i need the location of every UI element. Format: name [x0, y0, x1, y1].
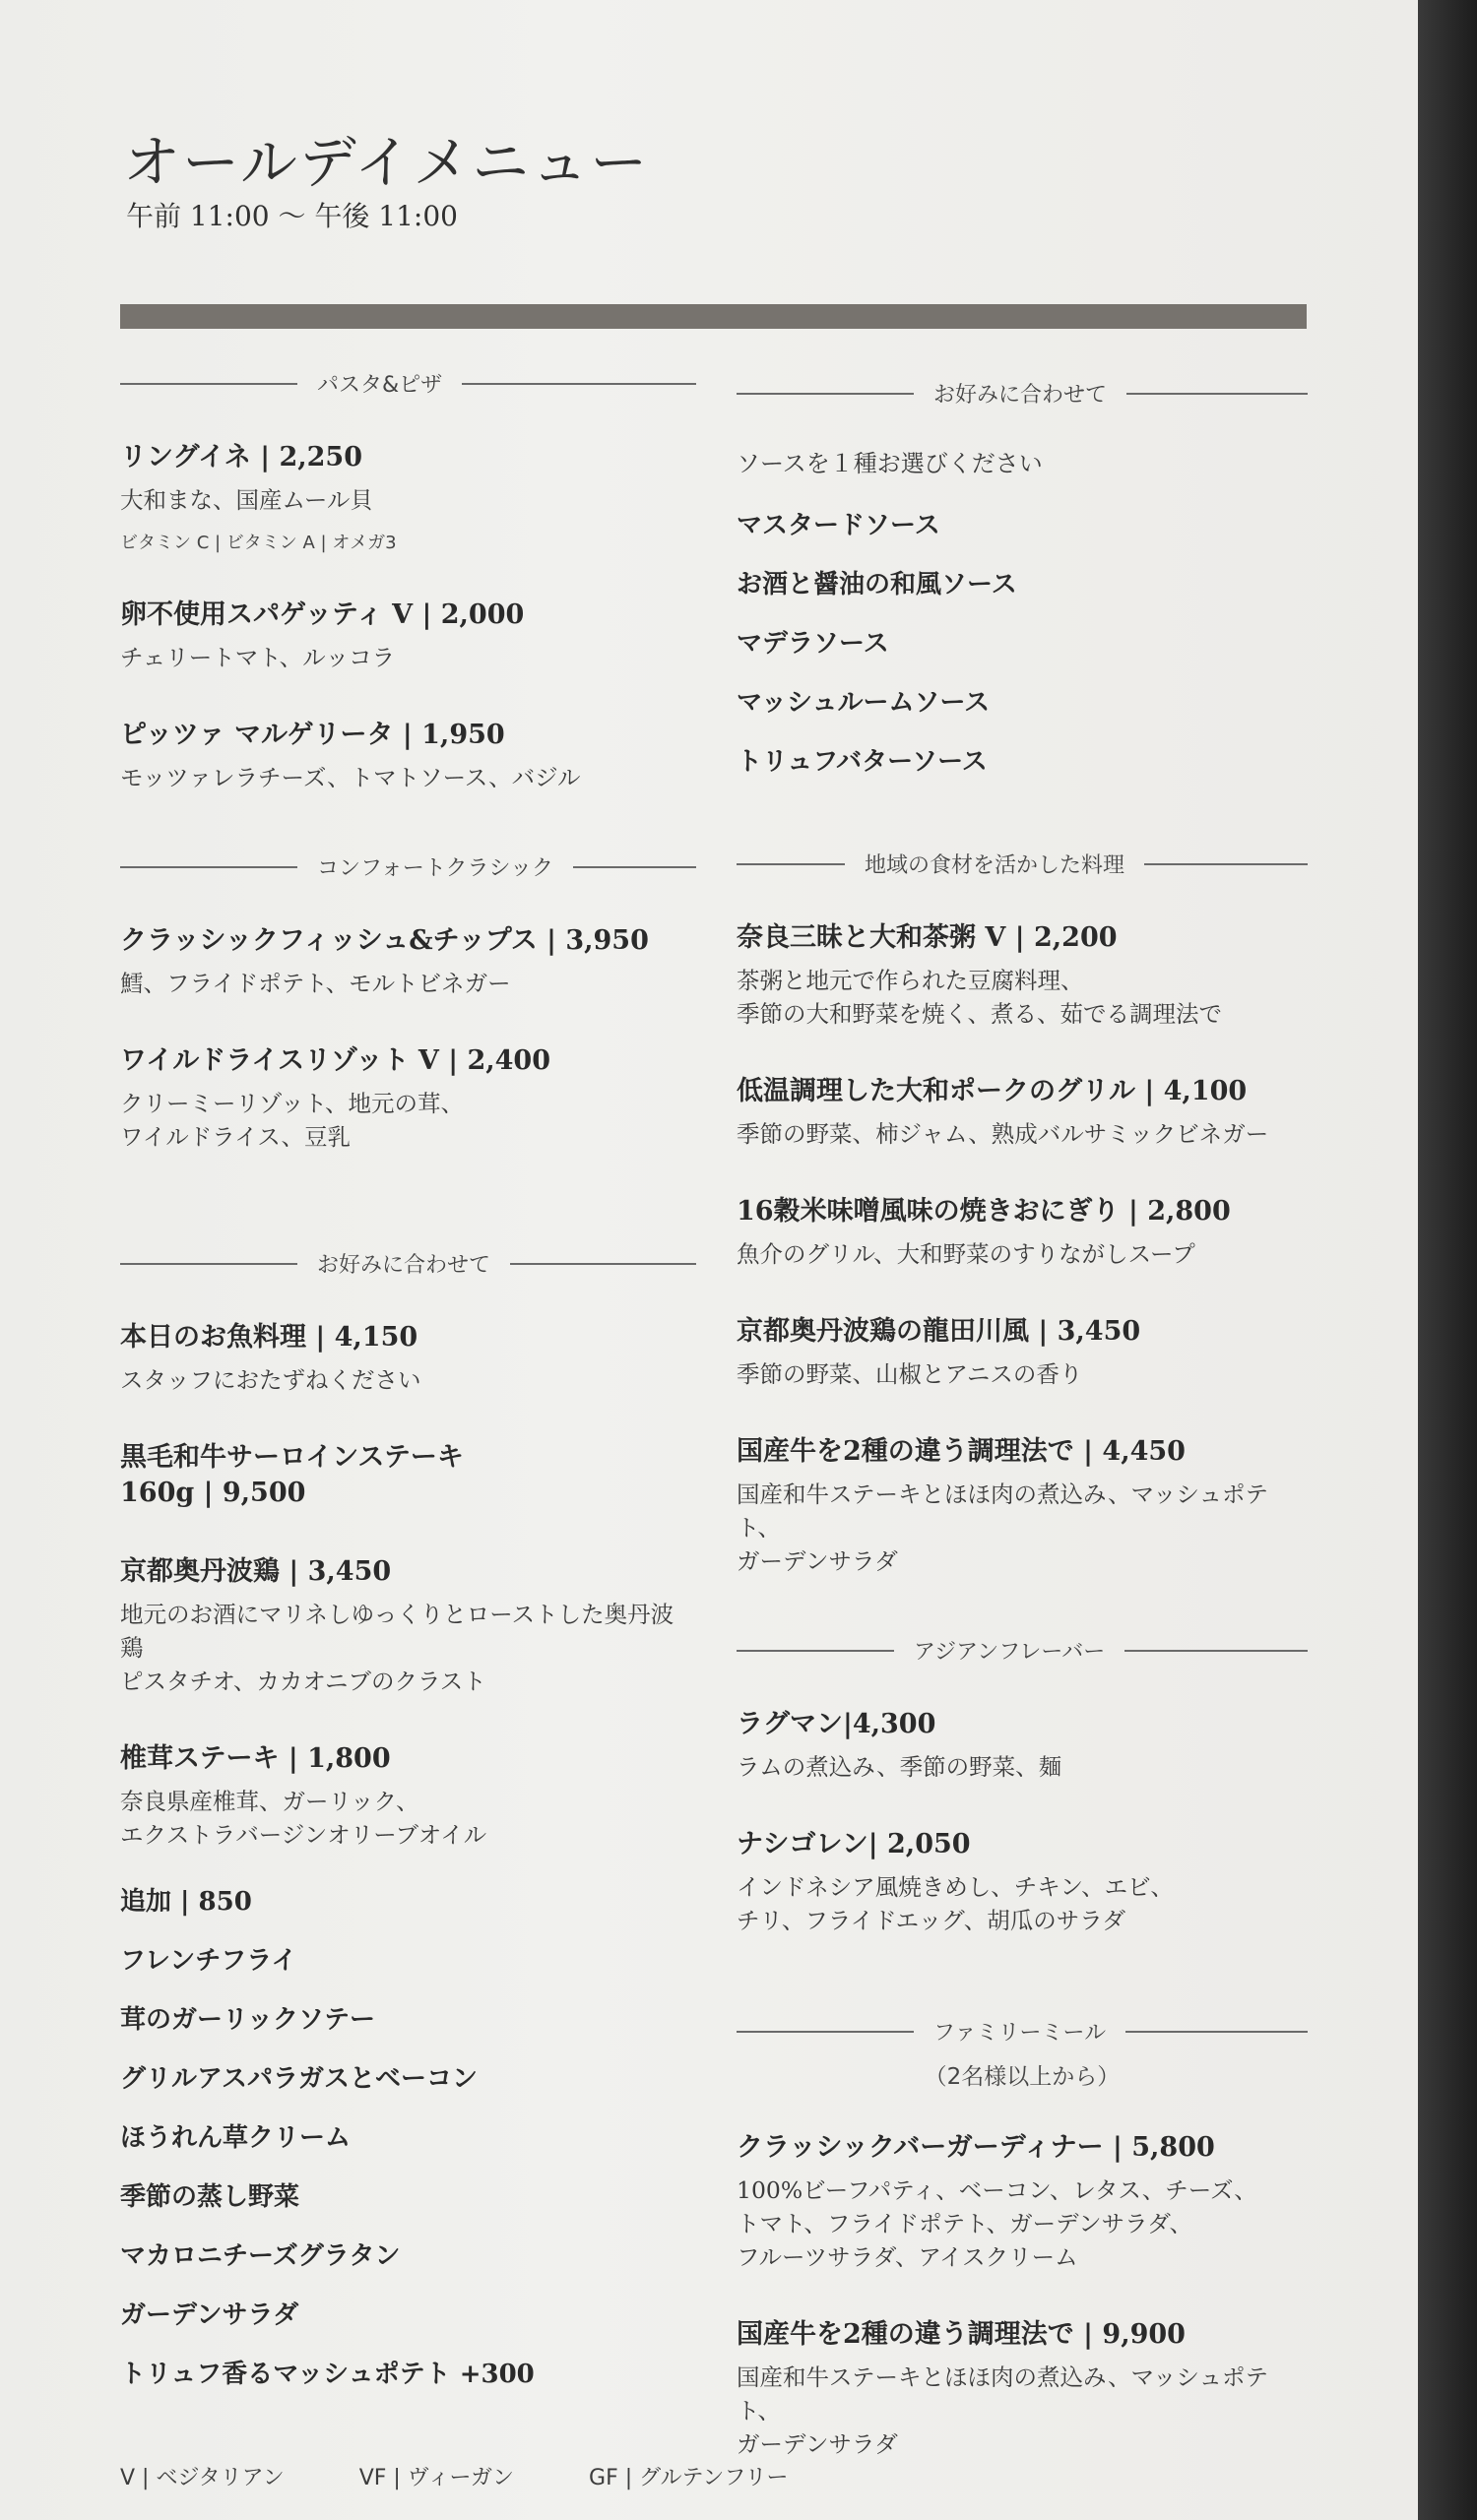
header-rule — [1124, 1650, 1308, 1652]
item-description: 魚介のグリル、大和野菜のすりながしスープ — [737, 1240, 1195, 1268]
header-rule — [737, 393, 914, 395]
service-hours: 午前 11:00 〜 午後 11:00 — [126, 200, 458, 232]
header-rule — [510, 1263, 696, 1265]
section-header — [120, 1248, 696, 1279]
section-title: お好みに合わせて — [317, 1253, 491, 1278]
item-description: 大和まな、国産ムール貝 — [120, 486, 373, 514]
item-name: 椎茸ステーキ | 1,800 — [120, 1743, 391, 1774]
header-rule — [120, 866, 297, 868]
menu-item — [737, 1314, 1308, 1391]
menu-item — [737, 1194, 1308, 1271]
header-rule — [462, 383, 696, 385]
menu-item — [120, 1043, 696, 1154]
section-header — [120, 368, 696, 399]
addon-item: ほうれん草クリーム — [120, 2123, 352, 2153]
header-rule — [573, 866, 696, 868]
right-column — [737, 378, 1308, 2518]
item-description: 茶粥と地元で作られた豆腐料理、 季節の大和野菜を焼く、煮る、茹でる調理法で — [737, 967, 1223, 1028]
menu-item — [120, 1320, 696, 1397]
item-description: 季節の野菜、山椒とアニスの香り — [737, 1360, 1083, 1388]
sauce-item: お酒と醤油の和風ソース — [737, 570, 1017, 599]
header-rule — [1125, 2031, 1308, 2033]
addon-item: グリルアスパラガスとベーコン — [120, 2064, 478, 2094]
header-rule — [120, 1263, 297, 1265]
sauce-list — [737, 496, 1308, 791]
item-description: 鱈、フライドポテト、モルトビネガー — [120, 970, 511, 997]
section-header — [120, 851, 696, 882]
addon-item: フレンチフライ — [120, 1946, 297, 1976]
menu-item — [120, 718, 696, 794]
item-name: 黒毛和牛サーロインステーキ 160g | 9,500 — [120, 1442, 464, 1508]
menu-item — [120, 1440, 696, 1511]
item-name: ワイルドライスリゾット V | 2,400 — [120, 1045, 551, 1076]
menu-item — [120, 598, 696, 674]
section-comfort-classic — [120, 851, 696, 1154]
item-description: 国産和牛ステーキとほほ肉の煮込み、マッシュポテト、 ガーデンサラダ — [737, 1480, 1269, 1575]
item-name: クラッシックバーガーディナー | 5,800 — [737, 2132, 1215, 2163]
section-pasta — [120, 368, 696, 794]
item-description: 地元のお酒にマリネしゆっくりとローストした奥丹波鶏 ピスタチオ、カカオニブのクラスト — [120, 1601, 674, 1695]
item-description: インドネシア風焼きめし、チキン、エビ、 チリ、フライドエッグ、胡瓜のサラダ — [737, 1873, 1174, 1934]
addon-item: 季節の蒸し野菜 — [120, 2182, 300, 2212]
addon-item: マカロニチーズグラタン — [120, 2241, 401, 2271]
menu-item — [737, 1707, 1308, 1784]
section-title: お好みに合わせて — [933, 383, 1108, 408]
sauce-item: マスタードソース — [737, 511, 940, 540]
section-title: コンフォートクラシック — [317, 856, 554, 881]
menu-item — [737, 2317, 1308, 2461]
header-rule — [1144, 863, 1308, 865]
item-name: ピッツァ マルゲリータ | 1,950 — [120, 720, 505, 750]
item-name: 京都奥丹波鶏の龍田川風 | 3,450 — [737, 1316, 1141, 1347]
header-rule — [737, 1650, 894, 1652]
section-asian-flavor — [737, 1635, 1308, 1937]
section-header — [737, 1635, 1308, 1666]
item-description: クリーミーリゾット、地元の茸、 ワイルドライス、豆乳 — [120, 1090, 464, 1151]
item-description: チェリートマト、ルッコラ — [120, 644, 396, 671]
nutrition-tags: ビタミン C | ビタミン A | オメガ3 — [120, 533, 397, 553]
sauce-item: マデラソース — [737, 629, 889, 659]
addon-price-label: 追加 | 850 — [120, 1887, 252, 1917]
legend-vegan: VF | ヴィーガン — [358, 2466, 515, 2490]
addon-item: ガーデンサラダ — [120, 2300, 299, 2330]
section-title: パスタ&ピザ — [317, 373, 443, 398]
item-name: 国産牛を2種の違う調理法で | 9,900 — [737, 2319, 1186, 2350]
header-rule — [737, 863, 845, 865]
menu-item — [737, 1074, 1308, 1151]
section-sauce — [737, 378, 1308, 791]
header-rule — [120, 383, 297, 385]
section-header — [737, 378, 1308, 409]
section-family-meal — [737, 2016, 1308, 2461]
addon-list — [120, 1931, 696, 2404]
menu-item — [120, 1554, 696, 1698]
section-local-dishes — [737, 849, 1308, 1578]
section-header — [737, 849, 1308, 879]
section-title: アジアンフレーバー — [914, 1640, 1106, 1665]
sauce-item: マッシュルームソース — [737, 688, 991, 718]
legend-vegetarian: V | ベジタリアン — [120, 2466, 285, 2490]
item-name: クラッシックフィッシュ&チップス | 3,950 — [120, 925, 649, 956]
header-rule — [1126, 393, 1308, 395]
menu-item — [737, 920, 1308, 1031]
addon-item: 茸のガーリックソテー — [120, 2005, 375, 2035]
item-description: 100%ビーフパティ、ベーコン、レタス、チーズ、 トマト、フライドポテト、ガーデンサラダ、 フルーツサラダ、アイスクリーム — [737, 2176, 1257, 2271]
section-a-la-carte — [120, 1248, 696, 2404]
header-divider-bar — [120, 304, 1307, 329]
item-name: 奈良三昧と大和茶粥 V | 2,200 — [737, 922, 1118, 953]
item-name: 卵不使用スパゲッティ V | 2,000 — [120, 599, 525, 630]
sauce-item: トリュフバターソース — [737, 747, 988, 777]
item-description: 国産和牛ステーキとほほ肉の煮込み、マッシュポテト、 ガーデンサラダ — [737, 2363, 1269, 2458]
item-name: リングイネ | 2,250 — [120, 442, 363, 472]
section-title: 地域の食材を活かした料理 — [865, 853, 1125, 878]
item-name: 低温調理した大和ポークのグリル | 4,100 — [737, 1076, 1248, 1106]
menu-item — [120, 923, 696, 1000]
item-name: ラグマン|4,300 — [737, 1709, 936, 1739]
item-name: 国産牛を2種の違う調理法で | 4,450 — [737, 1436, 1186, 1467]
dietary-legend — [120, 2461, 789, 2491]
menu-item — [120, 440, 696, 554]
menu-item — [737, 1827, 1308, 1937]
header-rule — [737, 2031, 914, 2033]
item-description: ラムの煮込み、季節の野菜、麺 — [737, 1753, 1062, 1781]
item-name: ナシゴレン| 2,050 — [737, 1829, 971, 1859]
background-edge — [1418, 0, 1477, 2520]
section-subtitle: （2名様以上から） — [924, 2064, 1121, 2090]
addon-item: トリュフ香るマッシュポテト +300 — [120, 2360, 535, 2389]
item-name: 本日のお魚料理 | 4,150 — [120, 1322, 418, 1353]
item-name: 16穀米味噌風味の焼きおにぎり | 2,800 — [737, 1196, 1231, 1227]
item-description: スタッフにおたずねください — [120, 1366, 421, 1394]
item-name: 京都奥丹波鶏 | 3,450 — [120, 1556, 392, 1587]
page-title: オールデイメニュー — [123, 129, 650, 196]
item-description: モッツァレラチーズ、トマトソース、バジル — [120, 764, 581, 791]
menu-item — [120, 1741, 696, 1852]
menu-item — [737, 1434, 1308, 1578]
item-description: 奈良県産椎茸、ガーリック、 エクストラバージンオリーブオイル — [120, 1788, 487, 1849]
section-header — [737, 2016, 1308, 2047]
left-column — [120, 368, 696, 2461]
menu-item — [737, 2130, 1308, 2274]
legend-gluten-free: GF | グルテンフリー — [589, 2466, 789, 2490]
section-title: ファミリーミール — [933, 2021, 1107, 2046]
sauce-instruction: ソースを１種お選びください — [737, 450, 1043, 477]
item-description: 季節の野菜、柿ジャム、熟成バルサミックビネガー — [737, 1120, 1269, 1148]
